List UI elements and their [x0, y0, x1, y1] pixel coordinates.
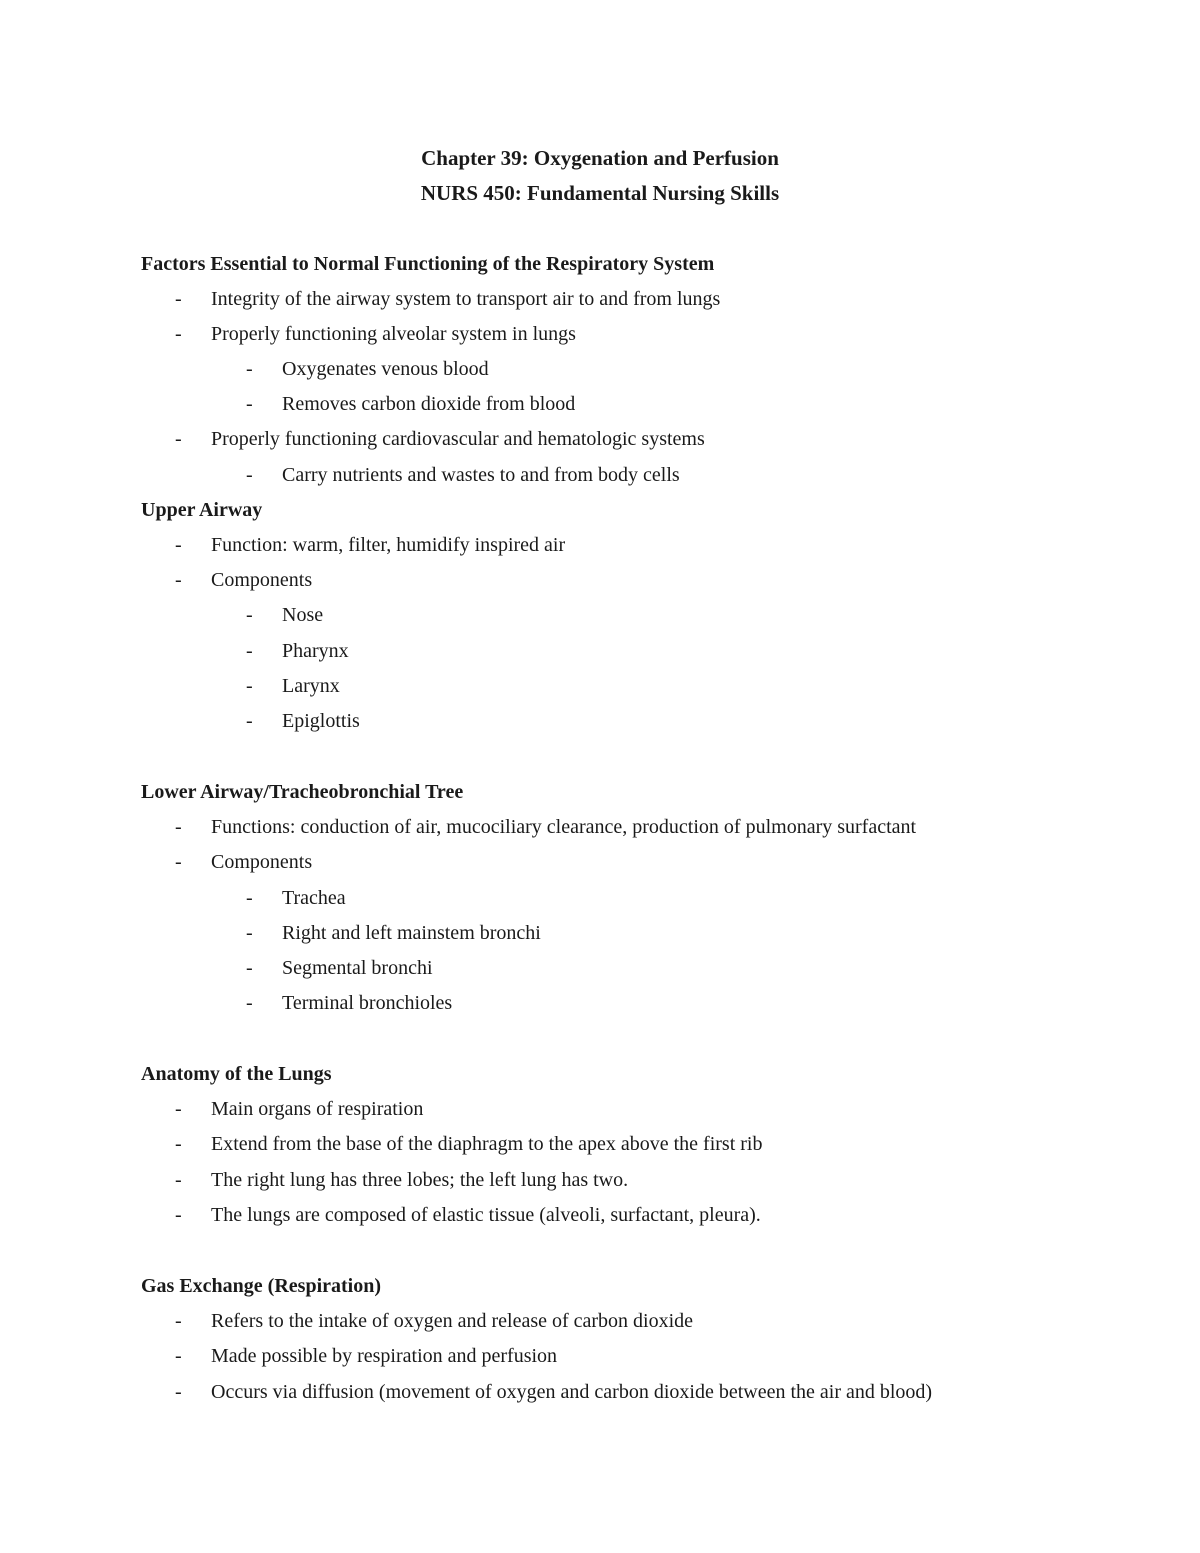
section-heading: Upper Airway	[141, 499, 263, 521]
section-heading: Factors Essential to Normal Functioning of the Respiratory System	[141, 253, 715, 275]
section-heading: Anatomy of the Lungs	[141, 1063, 332, 1085]
chapter-title: Chapter 39: Oxygenation and Perfusion	[421, 146, 779, 170]
document-title	[0, 141, 1200, 211]
course-title: NURS 450: Fundamental Nursing Skills	[420, 181, 780, 205]
section-heading: Lower Airway/Tracheobronchial Tree	[141, 781, 464, 803]
section-heading: Gas Exchange (Respiration)	[141, 1275, 381, 1297]
